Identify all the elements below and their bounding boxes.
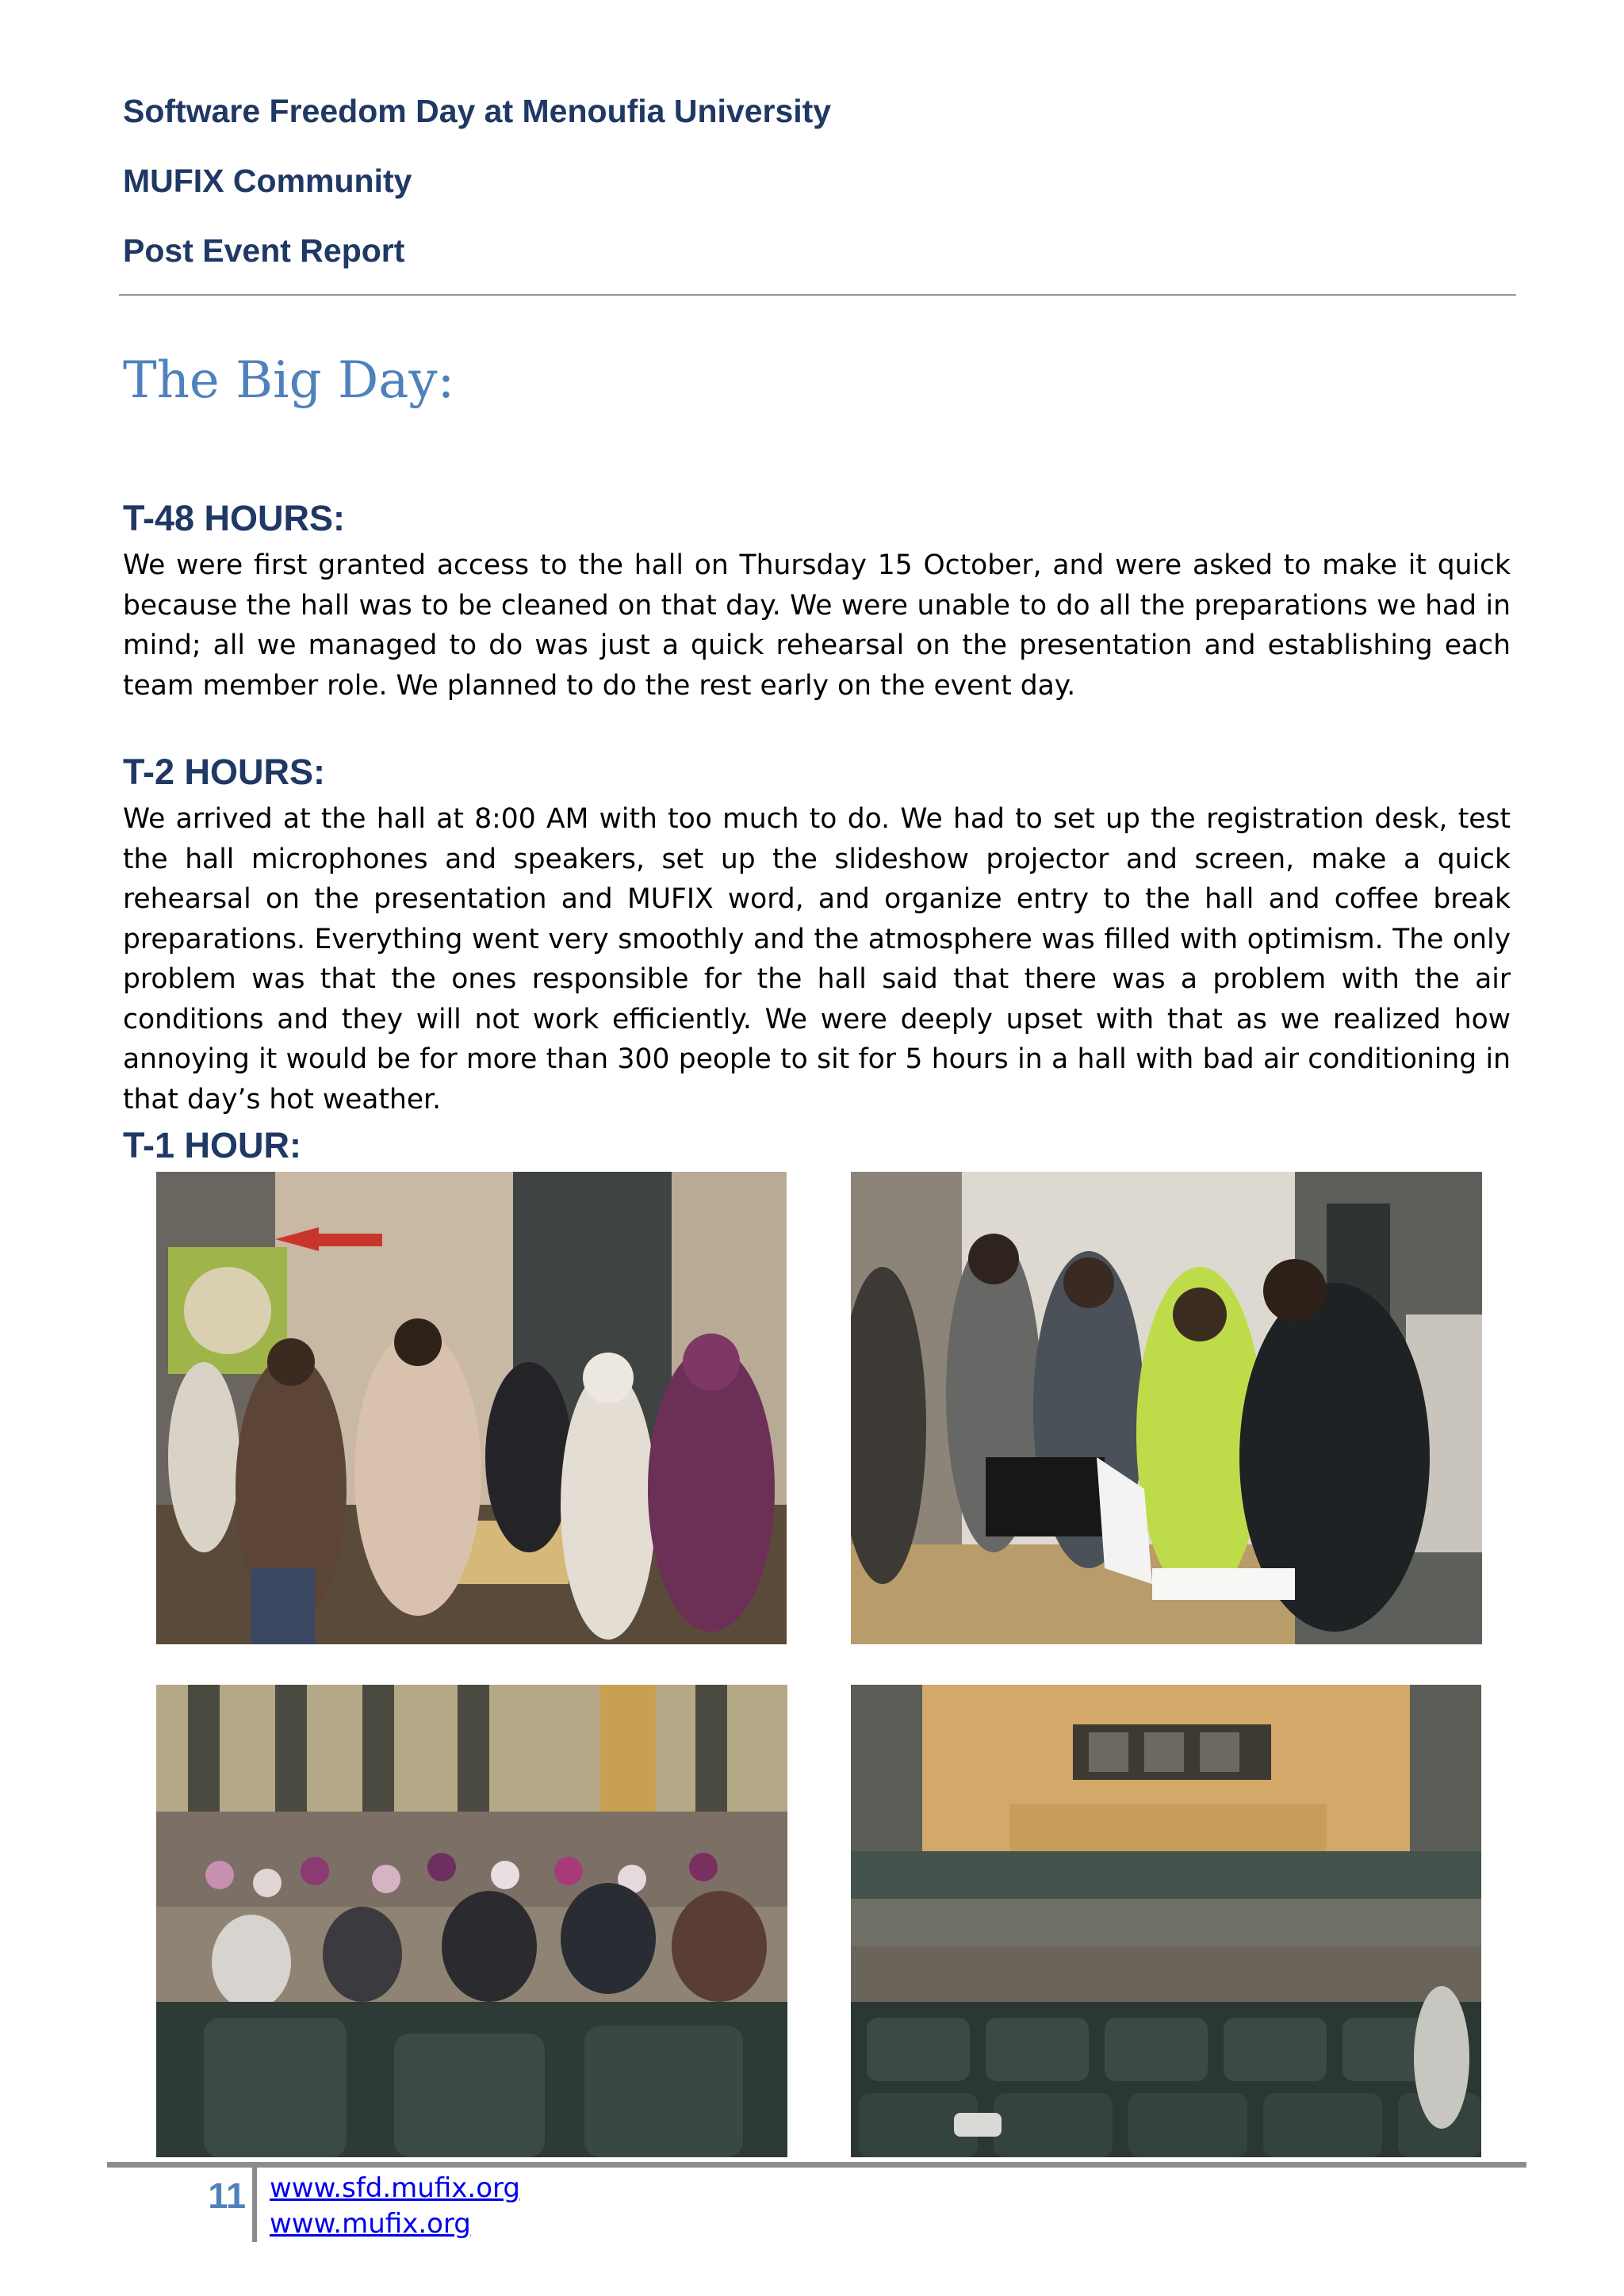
section-heading-t2: T-2 HOURS: xyxy=(123,752,326,792)
photo-registration-desk xyxy=(851,1172,1482,1644)
header-community: MUFIX Community xyxy=(123,163,412,199)
photo-registration-crowd xyxy=(156,1172,787,1644)
page-number: 11 xyxy=(208,2175,246,2216)
header-divider xyxy=(119,294,1516,296)
photo-audience-close xyxy=(156,1685,787,2157)
header-event-name: Software Freedom Day at Menoufia University xyxy=(123,93,832,129)
footer-link-sfd[interactable]: www.sfd.mufix.org xyxy=(270,2172,520,2204)
section-body-t48: We were first granted access to the hall on Thursday 15 October, and were asked to make it quick because the hall was to be cleaned on that day. We were unable to do all the preparations we had in mind; all we managed to do was just a quick rehearsal on the presentation and establishing each team member role. We planned to do the rest early on the event day. xyxy=(123,549,1511,702)
footer-link-mufix[interactable]: www.mufix.org xyxy=(270,2208,471,2240)
header-report-type: Post Event Report xyxy=(123,232,405,269)
section-heading-t1: T-1 HOUR: xyxy=(123,1125,301,1165)
photo-hall-wide xyxy=(851,1685,1481,2157)
document-header xyxy=(123,95,1519,304)
section-heading-t48: T-48 HOURS: xyxy=(123,498,346,538)
section-body-t2: We arrived at the hall at 8:00 AM with too much to do. We had to set up the registration desk, test the hall microphones and speakers, set up the slideshow projector and screen, make a quick rehearsal on the presentation and MUFIX word, and organize entry to the hall and coffee break preparations. Everything went very smoothly and the atmosphere was filled with optimism. The only problem was that the ones responsible for the hall said that there was a problem with the air conditions and they will not work efficiently. We were deeply upset with that as we realized how annoying it would be for more than 300 people to sit for 5 hours in a hall with bad air conditioning in that day’s hot weather. xyxy=(123,803,1511,1115)
footer-divider xyxy=(107,2162,1526,2168)
page-title: The Big Day: xyxy=(123,351,455,410)
footer-vertical-rule xyxy=(252,2168,257,2242)
